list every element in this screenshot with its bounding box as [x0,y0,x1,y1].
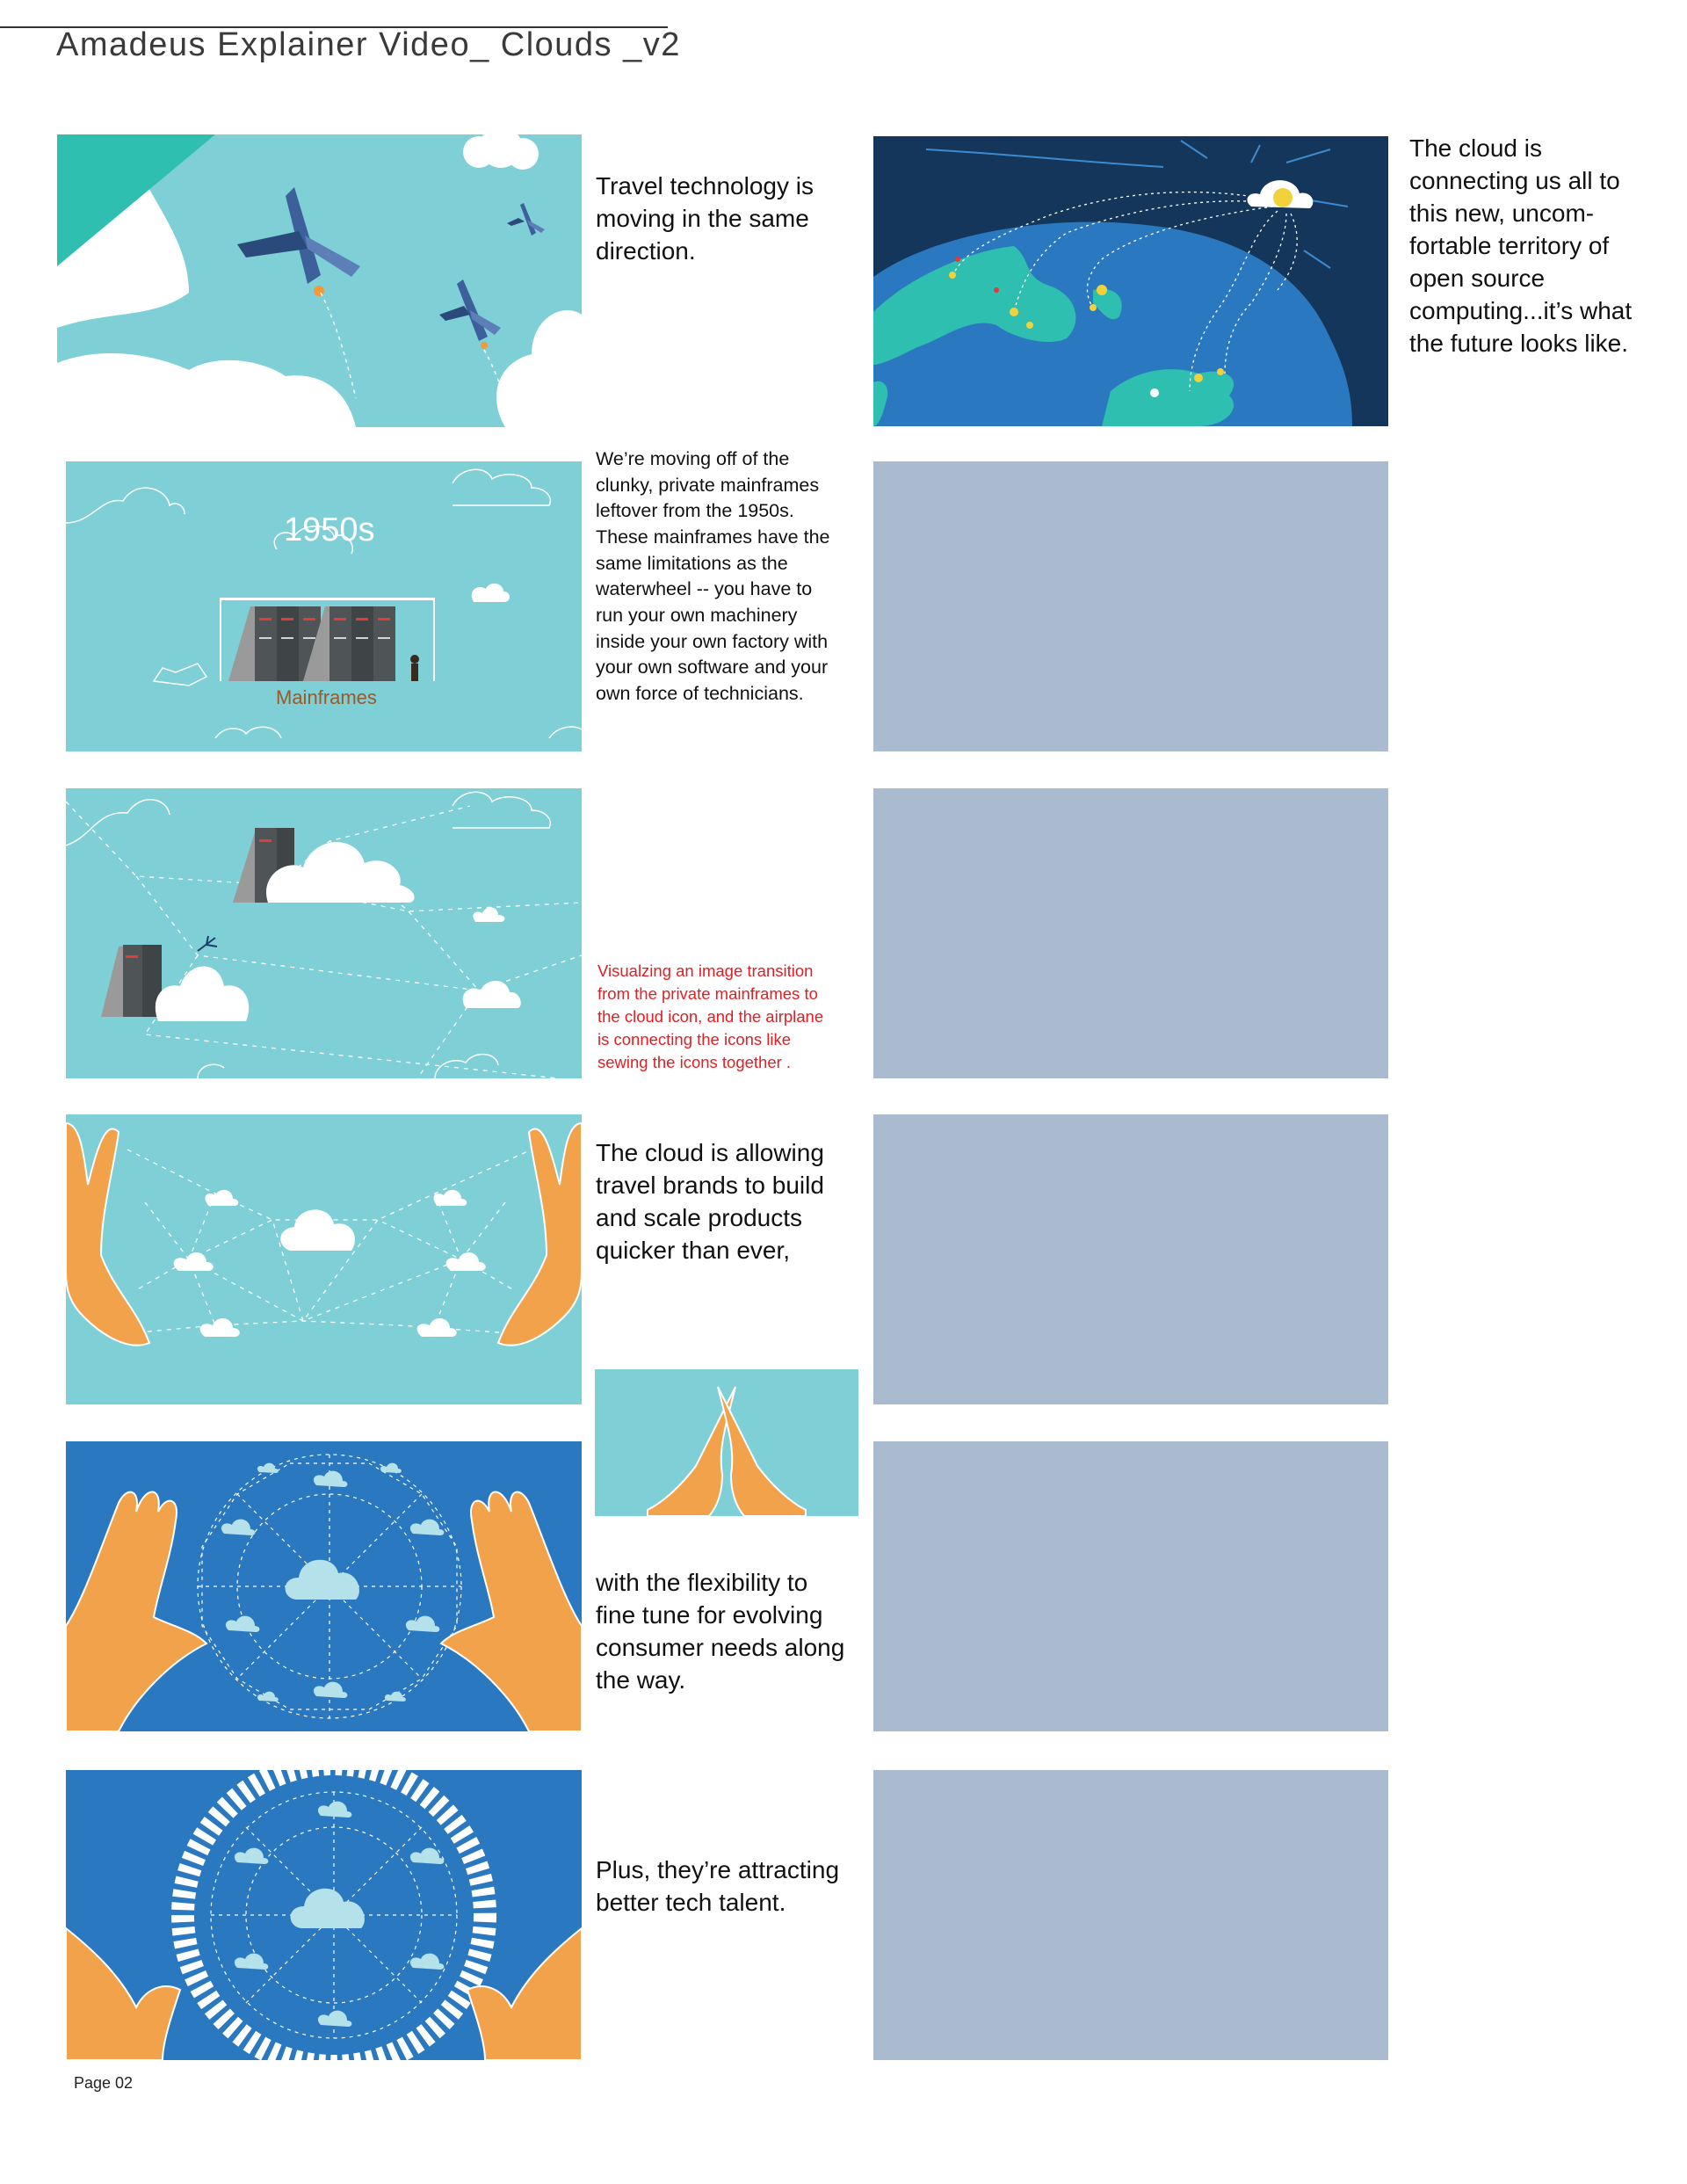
storyboard-frame-1 [57,134,582,427]
technician-figure [410,655,419,681]
frame-5-caption: with the flexibility to fine tune for evolving consumer needs along the way. [596,1569,845,1694]
frame-3-annotation: Visualzing an image transition from the private mainframes to the cloud icon, and the airplane is connecting the icons like sewing the icons together . [597,961,824,1071]
frame-6-caption: Plus, they’re attracting better tech talent. [596,1856,840,1916]
storyboard-frame-4 [66,1114,582,1404]
storyboard-frame-3 [66,788,582,1078]
page-number: Page 02 [74,2074,134,2092]
globe-frame-caption: The cloud is connecting us all to this new, uncom-fortable territory of open source computing...it’s what the future looks like. [1409,134,1633,357]
storyboard-placeholder-frame [873,1114,1388,1404]
storyboard-frame-6 [66,1770,582,2060]
storyboard-placeholder-frame [873,461,1388,751]
frame-4-caption: The cloud is allowing travel brands to build and scale products quicker than ever, [596,1139,824,1264]
storyboard-frame-5 [66,1441,582,1731]
storyboard-inset-hands [595,1369,858,1516]
document-title: Amadeus Explainer Video_ Clouds _v2 [56,26,681,63]
storyboard-frame-globe [873,136,1388,426]
frame-2-year-label: 1950s [284,512,375,548]
frame-2-caption: We’re moving off of the clunky, private mainframes leftover from the 1950s. These mainframes have the same limitations as the waterwheel -- you have to run your own machinery inside your own factory with your own software and your own force of technicians. [596,448,830,704]
mainframe-icon [228,606,395,681]
frame-2-mainframes-label: Mainframes [276,686,377,708]
storyboard-placeholder-frame [873,1441,1388,1731]
storyboard-placeholder-frame [873,788,1388,1078]
frame-1-caption: Travel technology is moving in the same direction. [596,172,814,265]
storyboard-placeholder-frame [873,1770,1388,2060]
